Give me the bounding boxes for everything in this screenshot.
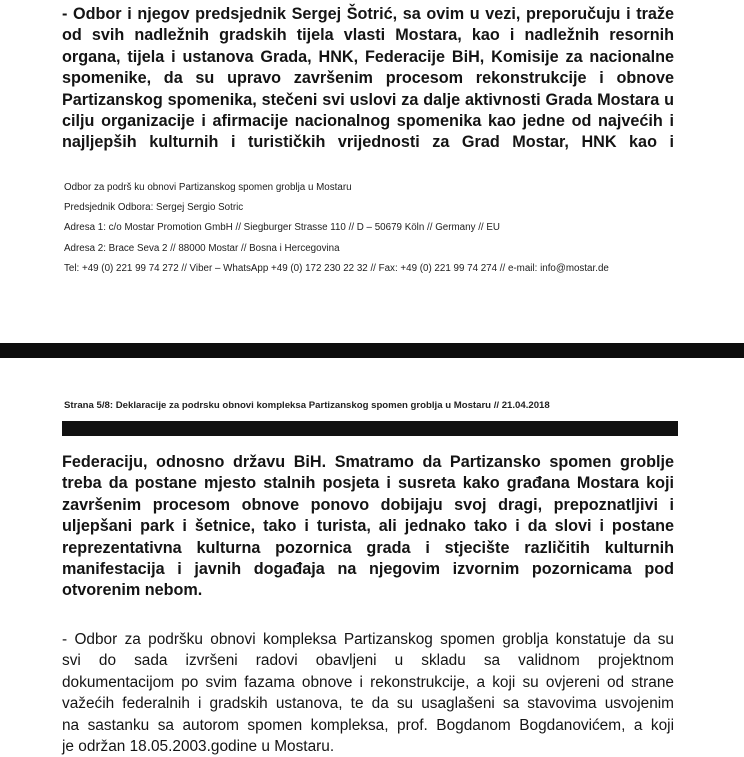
text-line: cilju organizacije i afirmacije nacionalnog spomenika kao jedne od najvećih i bbox=[62, 112, 674, 131]
text-line: uljepšani park i šetnice, tako i turista, ali jednako tako i da slovi i postane bbox=[62, 517, 674, 536]
text-line: reprezentativna kulturna pozornica grada i stjecište različitih kulturnih bbox=[62, 538, 674, 557]
text-line: otvorenim nebom. bbox=[62, 581, 203, 600]
text-line: Partizanskog spomenika, stečeni svi uslovi za dalje aktivnosti Grada Mostara u bbox=[62, 90, 674, 109]
text-line: od svih nadležnih gradskih tijela vlasti Mostara, kao i nadležnih resornih bbox=[62, 26, 674, 45]
text-line: završenim procesom obnove ponovo dobijaju svoj dragi, prepoznatljivi i bbox=[62, 495, 674, 514]
footer-contact: Tel: +49 (0) 221 99 74 272 // Viber – WhatsApp +49 (0) 172 230 22 32 // Fax: +49 (0) 221 99 74 274 // e-mail: info@mostar.de bbox=[64, 262, 609, 274]
footer-address-2: Adresa 2: Brace Seva 2 // 88000 Mostar // Bosna i Hercegovina bbox=[64, 242, 340, 254]
top-paragraph bbox=[62, 4, 674, 154]
text-line: najljepših kulturnih i turističkih vrijednosti za Grad Mostar, HNK kao i bbox=[62, 133, 674, 152]
footer-address-1: Adresa 1: c/o Mostar Promotion GmbH // Siegburger Strasse 110 // D – 50679 Köln // Germany // EU bbox=[64, 222, 500, 234]
text-line: svi do sada izvršeni radovi obavljeni u skladu sa validnom projektnom bbox=[62, 652, 674, 670]
header-rule bbox=[62, 421, 678, 436]
text-line: Federaciju, odnosno državu BiH. Smatramo da Partizansko spomen groblje bbox=[62, 453, 674, 471]
text-line: treba da postane mjesto stalnih posjeta i susreta kako građana Mostara koji bbox=[62, 474, 674, 493]
bottom-paragraph bbox=[62, 629, 674, 757]
footer-president: Predsjednik Odbora: Sergej Sergio Sotric bbox=[64, 202, 244, 214]
page-divider-bar bbox=[0, 343, 744, 358]
text-line: - Odbor i njegov predsjednik Sergej Šotrić, sa ovim u vezi, preporučuju i traže bbox=[62, 5, 674, 23]
text-line: dokumentacijom po svim fazama obnove i rekonstrukcije, a koji su ovjereni od strane bbox=[62, 673, 674, 691]
letterhead-footer bbox=[64, 178, 684, 279]
text-line: manifestacija i javnih događaja na njegovim izvornim pozornicama pod bbox=[62, 560, 674, 579]
text-line: - Odbor za podršku obnovi kompleksa Partizanskog spomen groblja konstatuje da su bbox=[62, 631, 674, 648]
text-line: na sastanku sa autorom spomen kompleksa, prof. Bogdanom Bogdanovićem, a koji bbox=[62, 716, 674, 734]
text-line: organa, tijela i ustanova Grada, HNK, Federacije BiH, Komisije za nacionalne bbox=[62, 47, 674, 66]
middle-paragraph bbox=[62, 452, 674, 602]
text-line: spomenike, da su upravo završenim procesom rekonstrukcije i obnove bbox=[62, 69, 674, 88]
page-header: Strana 5/8: Deklaracije za podrsku obnovi kompleksa Partizanskog spomen groblja u Mostaru // 21.04.2018 bbox=[64, 400, 550, 411]
footer-org: Odbor za podrš ku obnovi Partizanskog spomen groblja u Mostaru bbox=[64, 182, 352, 193]
text-line: važećih federalnih i gradskih ustanova, te da su usaglašeni sa stavovima usvojenim bbox=[62, 695, 674, 713]
text-line: je održan 18.05.2003.godine u Mostaru. bbox=[62, 738, 335, 756]
